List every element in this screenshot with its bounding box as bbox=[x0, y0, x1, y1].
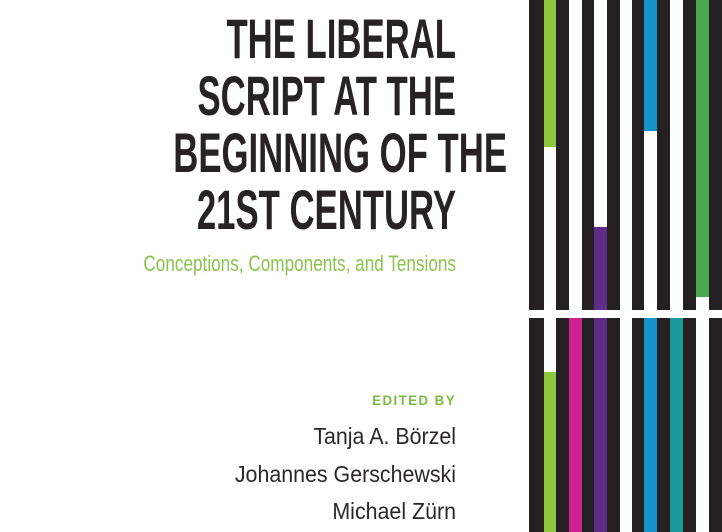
stripe-segment bbox=[529, 0, 544, 532]
stripe-segment bbox=[607, 0, 620, 532]
stripe-column bbox=[556, 0, 569, 532]
stripe-segment bbox=[544, 0, 556, 147]
white-band-divider bbox=[529, 310, 722, 318]
stripe-segment bbox=[644, 131, 657, 310]
stripe-column bbox=[620, 0, 632, 532]
stripe-segment bbox=[569, 310, 582, 532]
book-title bbox=[173, 7, 507, 241]
stripe-segment bbox=[594, 0, 607, 227]
editors-list bbox=[32, 418, 456, 531]
edited-by-label: EDITED BY bbox=[372, 392, 456, 408]
editor-name: Tanja A. Börzel bbox=[313, 423, 456, 449]
stripe-segment bbox=[594, 227, 607, 532]
stripe-column bbox=[632, 0, 644, 532]
stripe-column bbox=[696, 0, 709, 532]
title-line: 21ST CENTURY bbox=[196, 178, 456, 241]
editor-name: Michael Zürn bbox=[332, 498, 456, 524]
stripe-column bbox=[683, 0, 696, 532]
stripe-segment bbox=[544, 372, 556, 532]
stripe-artwork bbox=[529, 0, 722, 532]
stripe-column bbox=[709, 0, 722, 532]
stripe-segment bbox=[657, 0, 670, 532]
stripe-segment bbox=[632, 0, 644, 532]
stripe-column bbox=[594, 0, 607, 532]
stripe-column bbox=[529, 0, 544, 532]
title-line: BEGINNING OF THE bbox=[173, 121, 507, 184]
stripe-column bbox=[657, 0, 670, 532]
stripe-column bbox=[644, 0, 657, 532]
stripe-segment bbox=[620, 0, 632, 532]
stripe-column bbox=[607, 0, 620, 532]
stripe-segment bbox=[582, 0, 594, 532]
editor-name: Johannes Gerschewski bbox=[234, 460, 456, 487]
book-subtitle: Conceptions, Components, and Tensions bbox=[143, 251, 456, 276]
stripe-column bbox=[582, 0, 594, 532]
stripe-segment bbox=[670, 0, 683, 310]
stripe-segment bbox=[670, 310, 683, 532]
stripe-segment bbox=[696, 0, 709, 297]
stripe-segment bbox=[696, 297, 709, 532]
stripe-segment bbox=[556, 0, 569, 532]
stripe-column bbox=[670, 0, 683, 532]
title-line: THE LIBERAL bbox=[226, 7, 456, 70]
stripe-segment bbox=[644, 310, 657, 532]
stripe-segment bbox=[683, 0, 696, 532]
stripe-segment bbox=[709, 0, 722, 532]
stripe-segment bbox=[569, 0, 582, 310]
title-line: SCRIPT AT THE bbox=[197, 64, 456, 127]
stripe-column bbox=[544, 0, 556, 532]
stripe-segment bbox=[544, 147, 556, 372]
stripe-column bbox=[569, 0, 582, 532]
stripe-segment bbox=[644, 0, 657, 131]
